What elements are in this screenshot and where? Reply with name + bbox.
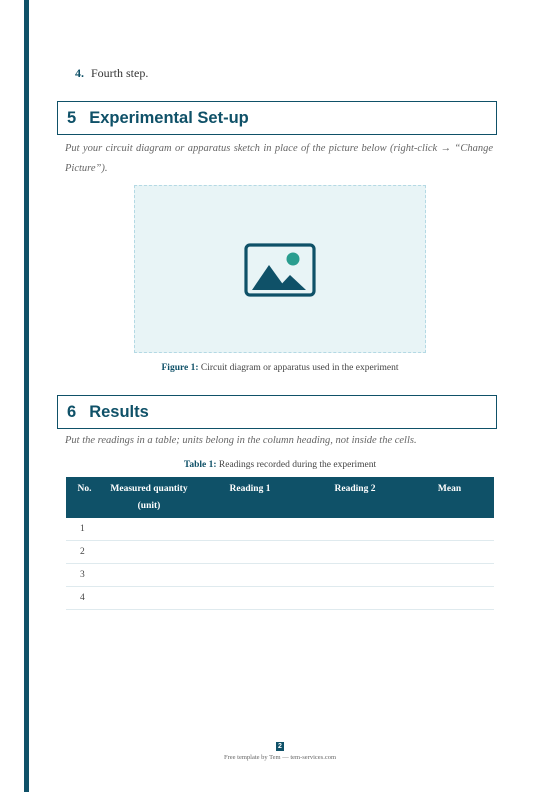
image-placeholder-icon	[244, 243, 316, 297]
table-cell[interactable]	[305, 564, 405, 587]
table-cell[interactable]	[103, 564, 195, 587]
table-caption-label: Table 1:	[183, 460, 217, 470]
table-header-row	[66, 477, 494, 518]
readings-table	[66, 477, 494, 610]
column-header-mean: Mean	[405, 477, 494, 518]
step-number: 4.	[75, 66, 84, 80]
page-number-badge: 2	[276, 742, 284, 751]
table-cell[interactable]	[305, 541, 405, 564]
column-header-no: No.	[66, 477, 103, 518]
figure-caption-label: Figure 1:	[161, 363, 199, 373]
results-instruction-note: Put the readings in a table; units belong in the column heading, not inside the cells.	[65, 435, 417, 446]
table-cell[interactable]	[405, 587, 494, 610]
figure-placeholder[interactable]	[134, 185, 426, 353]
table-cell[interactable]	[195, 518, 305, 541]
section-number: 5	[67, 108, 77, 127]
table-caption	[0, 460, 560, 470]
section-heading-results	[57, 395, 497, 429]
section-title: Experimental Set-up	[89, 108, 249, 127]
section-title: Results	[89, 402, 149, 421]
table-cell-no[interactable]: 2	[66, 541, 103, 564]
table-row	[66, 518, 494, 541]
table-cell-no[interactable]: 3	[66, 564, 103, 587]
table-cell[interactable]	[405, 541, 494, 564]
table-cell[interactable]	[195, 587, 305, 610]
column-header-measured-quantity: Measured quantity (unit)	[103, 477, 195, 518]
table-cell[interactable]	[195, 541, 305, 564]
table-cell-no[interactable]: 4	[66, 587, 103, 610]
setup-instruction-note: Put your circuit diagram or apparatus sketch in place of the picture below (right-click → “Change Picture”).	[65, 143, 493, 174]
section-heading-experimental-setup	[57, 101, 497, 135]
table-cell[interactable]	[305, 587, 405, 610]
table-cell[interactable]	[195, 564, 305, 587]
table-cell[interactable]	[405, 564, 494, 587]
table-cell[interactable]	[305, 518, 405, 541]
figure-caption	[0, 363, 560, 373]
table-cell[interactable]	[405, 518, 494, 541]
table-row	[66, 541, 494, 564]
table-row	[66, 564, 494, 587]
column-header-reading-1: Reading 1	[195, 477, 305, 518]
column-header-reading-2: Reading 2	[305, 477, 405, 518]
table-cell-no[interactable]: 1	[66, 518, 103, 541]
table-cell[interactable]	[103, 587, 195, 610]
figure-caption-text: Circuit diagram or apparatus used in the experiment	[198, 363, 399, 373]
table-row	[66, 587, 494, 610]
table-cell[interactable]	[103, 518, 195, 541]
step-text: Fourth step.	[91, 66, 149, 80]
step-item	[75, 66, 148, 81]
left-accent-bar	[24, 0, 29, 792]
footer-text: Free template by Tem — tem-services.com	[223, 754, 337, 761]
table-cell[interactable]	[103, 541, 195, 564]
section-number: 6	[67, 402, 77, 421]
table-caption-text: Readings recorded during the experiment	[216, 460, 377, 470]
